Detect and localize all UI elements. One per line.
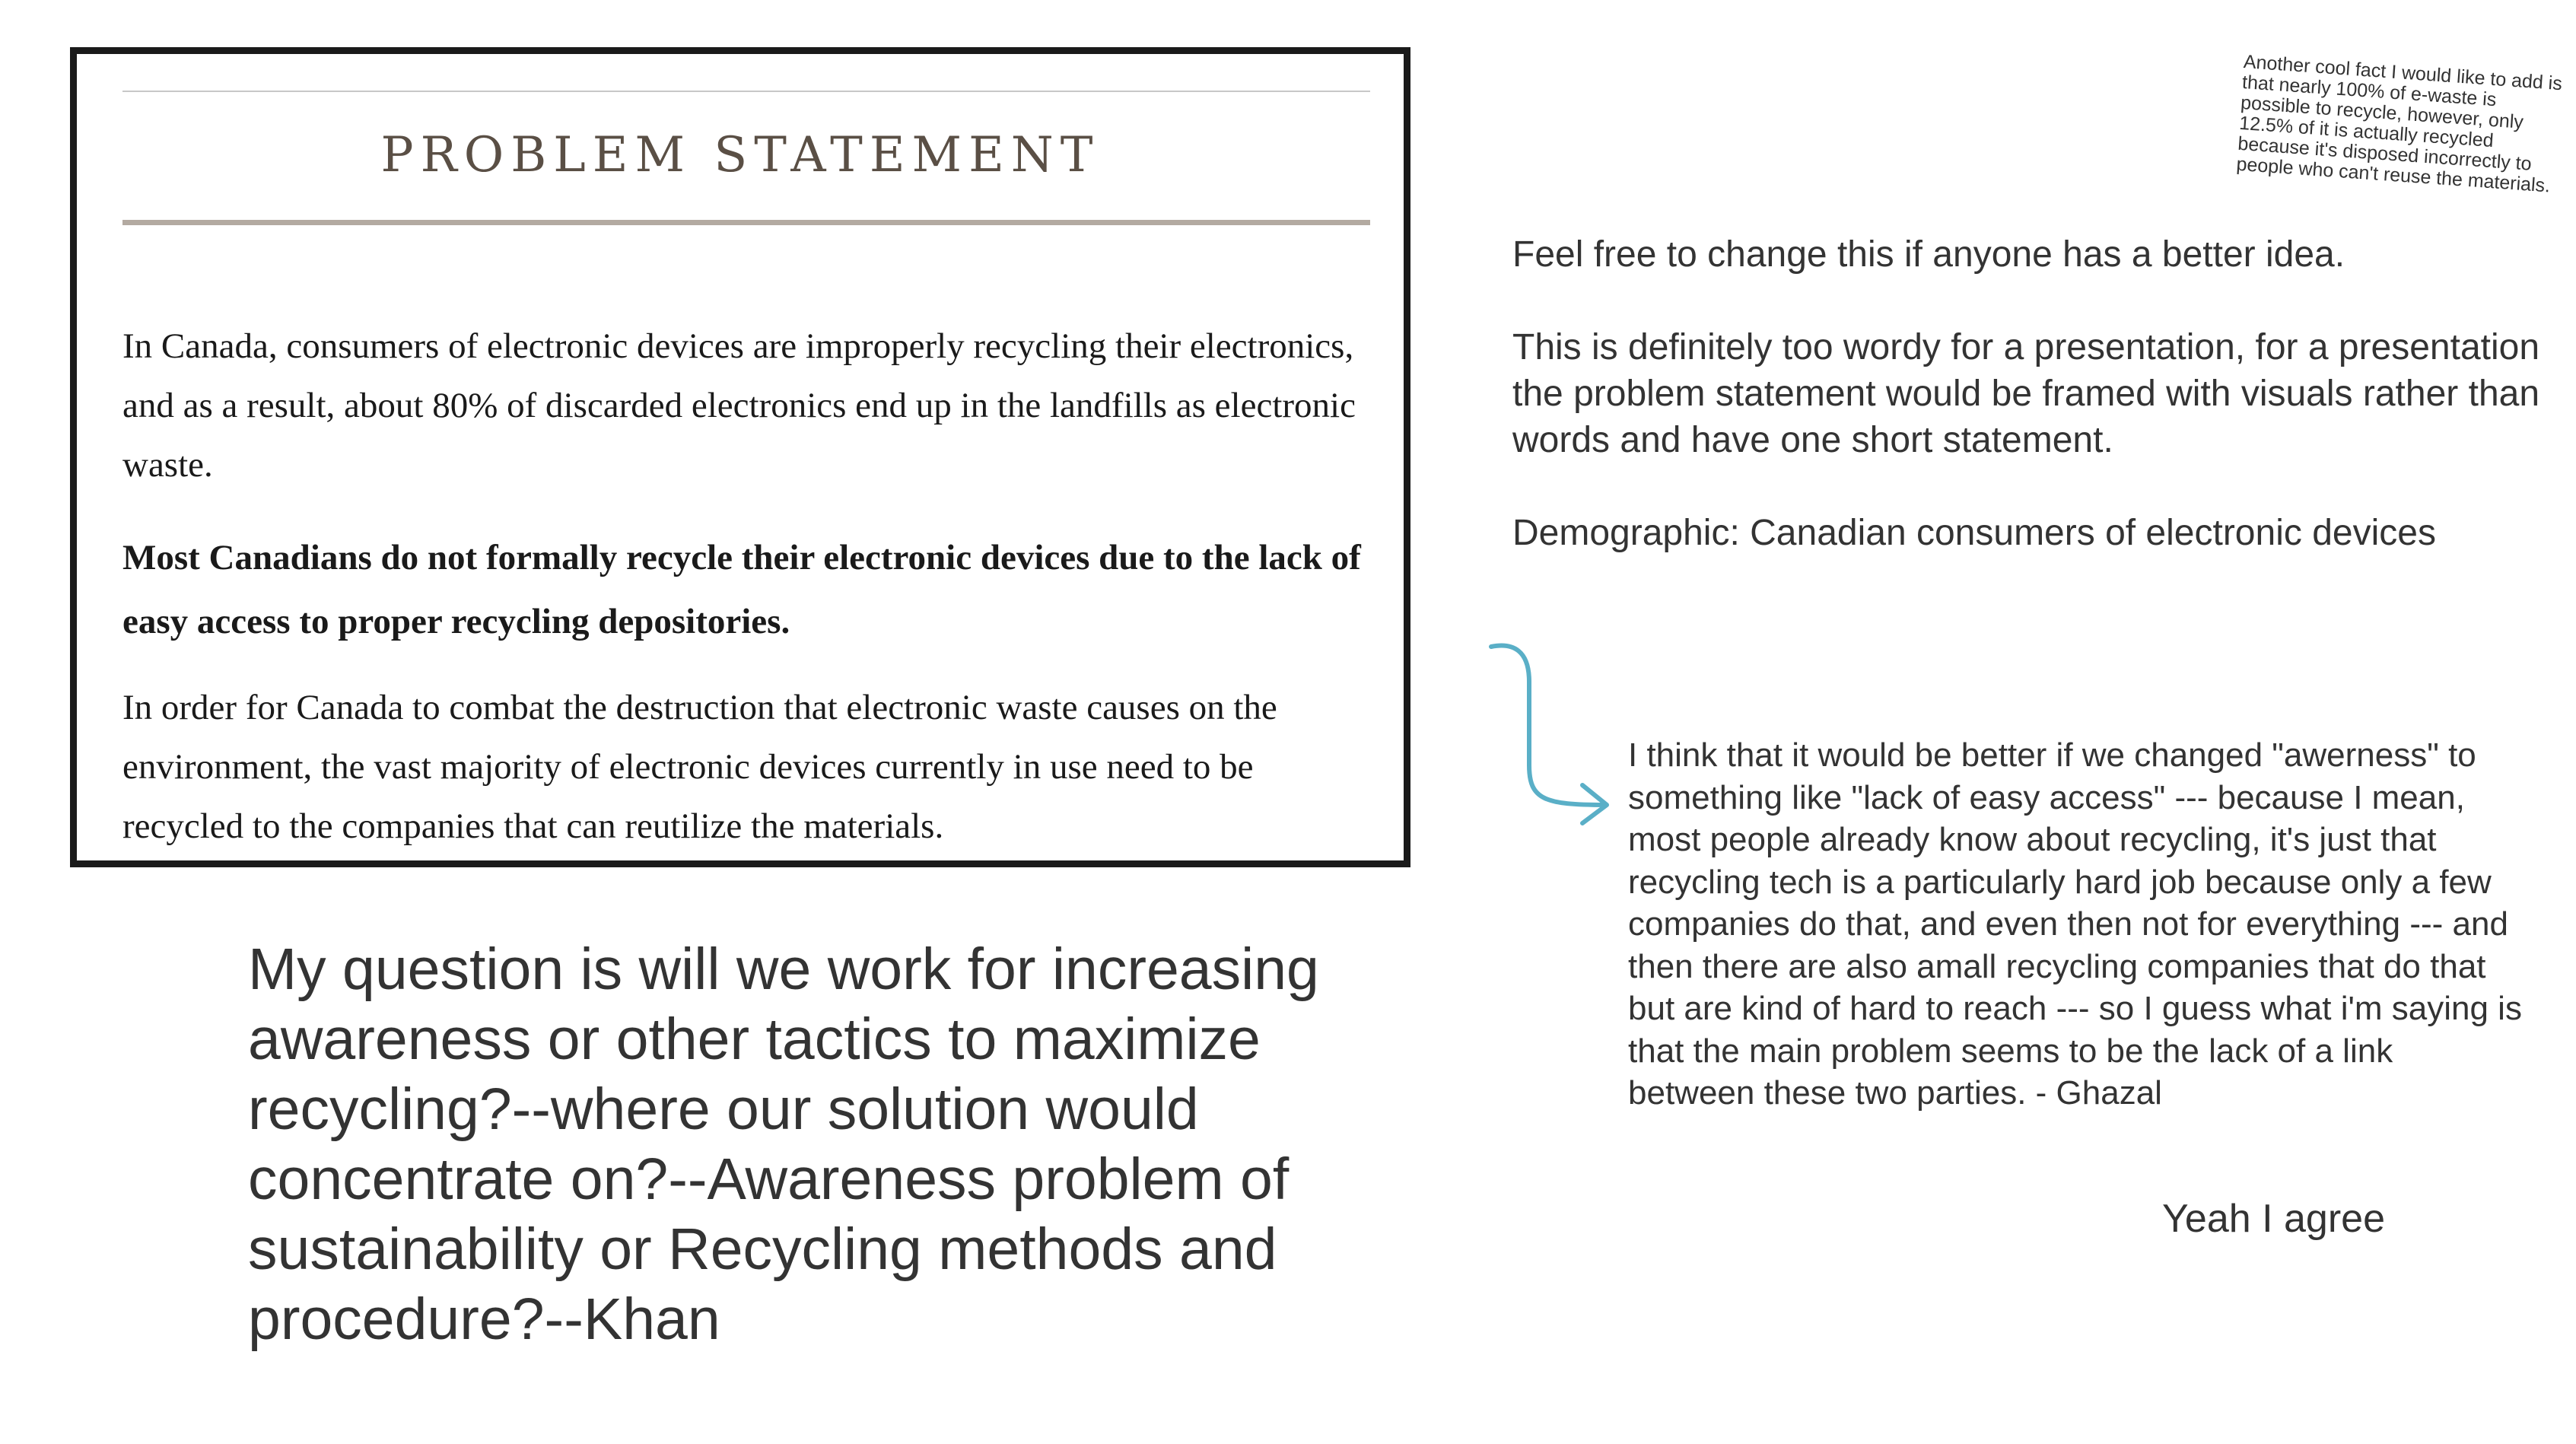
too-wordy-note: This is definitely too wordy for a presentation, for a presentation the problem statement would be framed with visuals rather than words and have one short statement. [1512, 327, 2540, 460]
curved-arrow-icon[interactable] [1484, 636, 1620, 826]
heading-underline [122, 220, 1370, 225]
demographic-note: Demographic: Canadian consumers of electronic devices [1512, 513, 2436, 553]
cool-fact-textbox[interactable]: Another cool fact I would like to add is that nearly 100% of e-waste is possible to recycle, however, only 12.5% of it is actually recycled because it's disposed incorrectly to people who can't reuse the materials. [2235, 51, 2563, 197]
problem-statement-heading: PROBLEM STATEMENT [380, 127, 1100, 183]
problem-statement-image[interactable] [70, 47, 1410, 867]
agree-comment-textbox[interactable]: Yeah I agree [2162, 1197, 2386, 1241]
ghazal-comment-textbox[interactable]: I think that it would be better if we changed "awerness" to something like "lack of easy access" --- because I mean, most people already know about recycling, it's just that recycling tech is a particularly hard job because only a few companies do that, and even then not for everything --- and then there are also amall recycling companies that do that but are kind of hard to reach --- so I guess what i'm saying is that the main problem seems to be the lack of a link between these two parties. - Ghazal [1628, 736, 2522, 1112]
problem-paragraph-3: In order for Canada to combat the destruction that electronic waste causes on the environment, the vast majority of electronic devices currently in use need to be recycled to the companies that can reutilize the materials. [122, 688, 1277, 846]
problem-paragraph-1: In Canada, consumers of electronic devices are improperly recycling their electronics, and as a result, about 80% of discarded electronics end up in the landfills as electronic waste. [122, 326, 1356, 485]
khan-comment-textbox[interactable]: My question is will we work for increasing awareness or other tactics to maximize recycling?--where our solution would concentrate on?--Awareness problem of sustainability or Recycling methods and procedure?--Khan [248, 937, 1319, 1352]
problem-paragraph-2: Most Canadians do not formally recycle their electronic devices due to the lack of easy access to proper recycling depositories. [122, 538, 1361, 641]
feel-free-note: Feel free to change this if anyone has a better idea. [1512, 234, 2345, 275]
top-divider [122, 91, 1370, 92]
notes-textbox[interactable] [1512, 231, 2547, 556]
